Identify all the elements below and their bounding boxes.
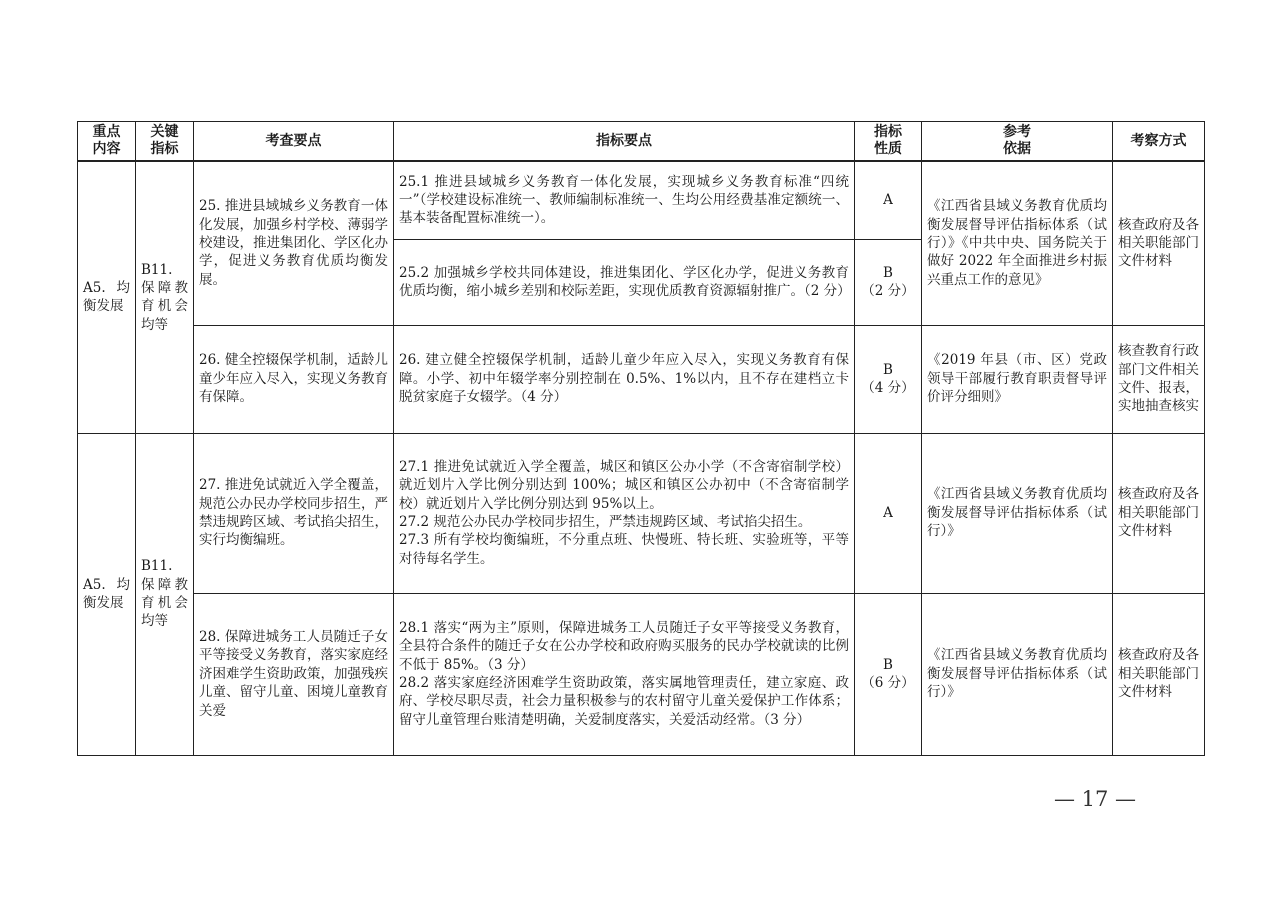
indicator-point-25-1: 25.1 推进县域城乡义务教育一体化发展，实现城乡义务教育标准“四统一”（学校建设标准统一、教师编制标准统一、生均公用经费基准定额统一、基本装备配置标准统一）。 bbox=[394, 161, 855, 239]
check-point-26: 26. 健全控辍保学机制，适龄儿童少年应入尽入，实现义务教育有保障。 bbox=[194, 325, 394, 433]
page-number: — 17 — bbox=[1053, 787, 1137, 811]
key-indicator-cell: B11. 保障教育机会均等 bbox=[136, 161, 194, 433]
indicator-nature-28: B （6 分） bbox=[855, 593, 922, 755]
key-content-cell: A5. 均衡发展 bbox=[78, 161, 136, 433]
indicator-nature-25-1: A bbox=[855, 161, 922, 239]
indicator-point-27: 27.1 推进免试就近入学全覆盖，城区和镇区公办小学（不含寄宿制学校）就近划片入学比例分别达到 100%；城区和镇区公办初中（不含寄宿制学校）就近划片入学比例分别达到 95%以上。 27.2 规范公办民办学校同步招生，严禁违规跨区域、考试掐尖招生。 27.3 所有学校均衡编班，不分重点班、快慢班、特长班、实验班等，平等对待每名学生。 bbox=[394, 433, 855, 593]
table-row bbox=[78, 593, 1205, 755]
table-row bbox=[78, 433, 1205, 593]
indicator-point-25-2: 25.2 加强城乡学校共同体建设，推进集团化、学区化办学，促进义务教育优质均衡，缩小城乡差别和校际差距，实现优质教育资源辐射推广。（2 分） bbox=[394, 239, 855, 325]
reference-basis-27: 《江西省县域义务教育优质均衡发展督导评估指标体系（试行）》 bbox=[922, 433, 1113, 593]
review-method-28: 核查政府及各相关职能部门文件材料 bbox=[1113, 593, 1205, 755]
header-indicator-nature: 指标 性质 bbox=[855, 122, 922, 162]
header-reference-basis: 参考 依据 bbox=[922, 122, 1113, 162]
table-row bbox=[78, 161, 1205, 239]
review-method-26: 核查教育行政部门文件相关文件、报表，实地抽查核实 bbox=[1113, 325, 1205, 433]
header-indicator-points: 指标要点 bbox=[394, 122, 855, 162]
header-review-method: 考察方式 bbox=[1113, 122, 1205, 162]
indicator-point-28: 28.1 落实“两为主”原则，保障进城务工人员随迁子女平等接受义务教育，全县符合条件的随迁子女在公办学校和政府购买服务的民办学校就读的比例不低于 85%。（3 分） 28.2 落实家庭经济困难学生资助政策，落实属地管理责任，建立家庭、政府、学校尽职尽责，社会力量积极参与的农村留守儿童关爱保护工作体系；留守儿童管理台账清楚明确，关爱制度落实，关爱活动经常。（3 分） bbox=[394, 593, 855, 755]
reference-basis-28: 《江西省县域义务教育优质均衡发展督导评估指标体系（试行）》 bbox=[922, 593, 1113, 755]
key-indicator-cell: B11. 保障教育机会均等 bbox=[136, 433, 194, 755]
key-content-cell: A5. 均衡发展 bbox=[78, 433, 136, 755]
review-method-25: 核查政府及各相关职能部门文件材料 bbox=[1113, 161, 1205, 325]
check-point-28: 28. 保障进城务工人员随迁子女平等接受义务教育，落实家庭经济困难学生资助政策，加强残疾儿童、留守儿童、困境儿童教育关爱 bbox=[194, 593, 394, 755]
table-row bbox=[78, 325, 1205, 433]
header-row bbox=[78, 122, 1205, 162]
indicator-point-26: 26. 建立健全控辍保学机制，适龄儿童少年应入尽入，实现义务教育有保障。小学、初中年辍学率分别控制在 0.5%、1%以内，且不存在建档立卡脱贫家庭子女辍学。（4 分） bbox=[394, 325, 855, 433]
check-point-25: 25. 推进县域城乡义务教育一体化发展，加强乡村学校、薄弱学校建设，推进集团化、学区化办学，促进义务教育优质均衡发展。 bbox=[194, 161, 394, 325]
review-method-27: 核查政府及各相关职能部门文件材料 bbox=[1113, 433, 1205, 593]
indicator-nature-27: A bbox=[855, 433, 922, 593]
check-point-27: 27. 推进免试就近入学全覆盖，规范公办民办学校同步招生，严禁违规跨区域、考试掐尖招生，实行均衡编班。 bbox=[194, 433, 394, 593]
indicator-nature-26: B （4 分） bbox=[855, 325, 922, 433]
header-key-content: 重点 内容 bbox=[78, 122, 136, 162]
indicator-nature-25-2: B （2 分） bbox=[855, 239, 922, 325]
evaluation-table bbox=[77, 121, 1205, 756]
header-check-points: 考查要点 bbox=[194, 122, 394, 162]
reference-basis-25: 《江西省县域义务教育优质均衡发展督导评估指标体系（试行）》《中共中央、国务院关于做好 2022 年全面推进乡村振兴重点工作的意见》 bbox=[922, 161, 1113, 325]
reference-basis-26: 《2019 年县（市、区）党政领导干部履行教育职责督导评价评分细则》 bbox=[922, 325, 1113, 433]
header-key-indicator: 关键 指标 bbox=[136, 122, 194, 162]
